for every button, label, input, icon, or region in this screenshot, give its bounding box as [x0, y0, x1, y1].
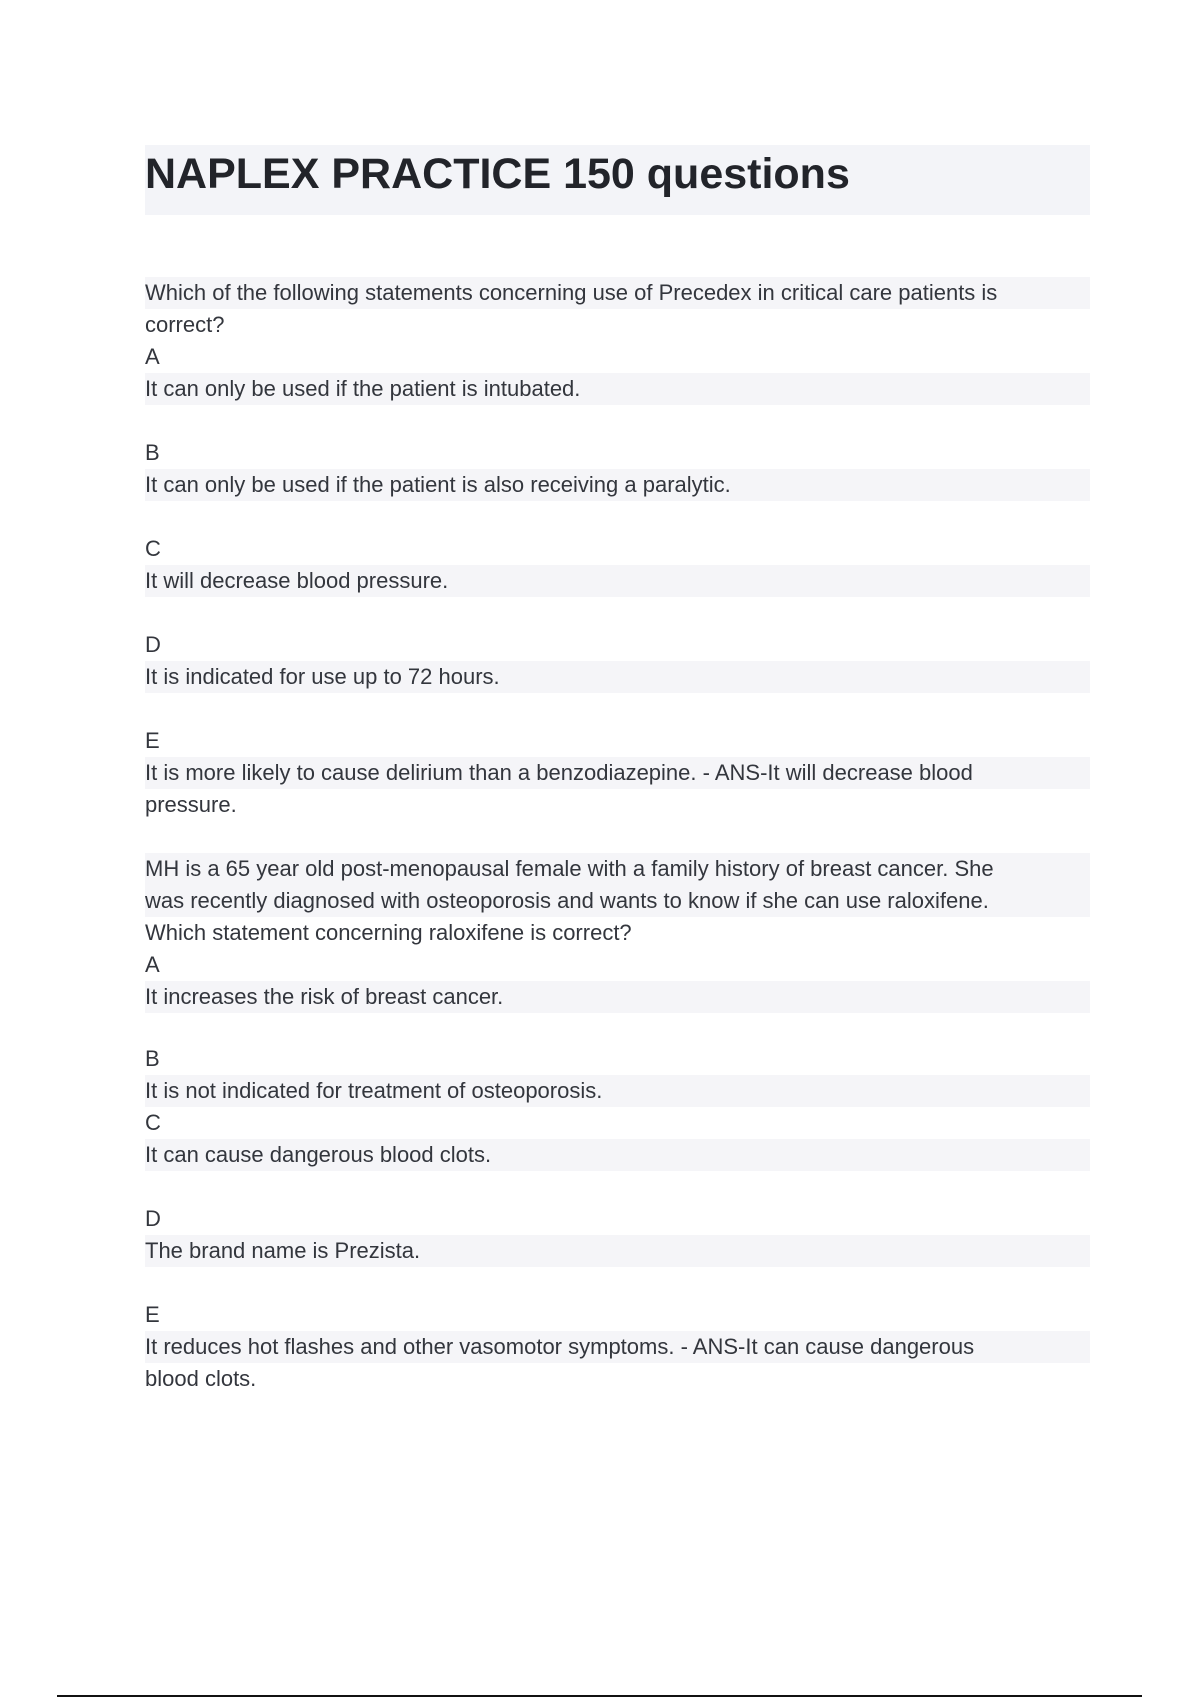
option-letter: B: [145, 440, 160, 466]
option-text: It can only be used if the patient is intubated.: [145, 373, 1090, 405]
option-text: It reduces hot flashes and other vasomotor symptoms. - ANS-It can cause dangerous: [145, 1331, 1090, 1363]
question-1: [145, 277, 1090, 821]
option-letter: A: [145, 344, 160, 370]
option-text-continued: blood clots.: [145, 1366, 257, 1392]
option-letter: D: [145, 1206, 161, 1232]
question-2-prompt-line-1: MH is a 65 year old post-menopausal female with a family history of breast cancer. She: [145, 853, 1090, 885]
option-text: It is not indicated for treatment of osteoporosis.: [145, 1075, 1090, 1107]
option-text: It will decrease blood pressure.: [145, 565, 1090, 597]
question-2: [145, 853, 1090, 1395]
option-letter: D: [145, 632, 161, 658]
option-text: It is more likely to cause delirium than a benzodiazepine. - ANS-It will decrease blood: [145, 757, 1090, 789]
document-page: [145, 145, 1090, 1395]
question-2-prompt-line-2: was recently diagnosed with osteoporosis and wants to know if she can use raloxifene.: [145, 885, 1090, 917]
option-letter: C: [145, 536, 161, 562]
option-letter: C: [145, 1110, 161, 1136]
question-1-prompt-line-2: correct?: [145, 312, 225, 338]
option-letter: E: [145, 1302, 160, 1328]
option-text: It can only be used if the patient is also receiving a paralytic.: [145, 469, 1090, 501]
option-text-continued: pressure.: [145, 792, 237, 818]
option-text: The brand name is Prezista.: [145, 1235, 1090, 1267]
document-title: NAPLEX PRACTICE 150 questions: [145, 145, 1090, 215]
option-letter: A: [145, 952, 160, 978]
question-1-prompt-line-1: Which of the following statements concerning use of Precedex in critical care patients is: [145, 277, 1090, 309]
question-2-prompt-line-3: Which statement concerning raloxifene is correct?: [145, 920, 632, 946]
option-text: It increases the risk of breast cancer.: [145, 981, 1090, 1013]
footer-divider: [57, 1695, 1142, 1697]
option-letter: B: [145, 1046, 160, 1072]
document-body: [145, 277, 1090, 1395]
option-letter: E: [145, 728, 160, 754]
option-text: It is indicated for use up to 72 hours.: [145, 661, 1090, 693]
option-text: It can cause dangerous blood clots.: [145, 1139, 1090, 1171]
